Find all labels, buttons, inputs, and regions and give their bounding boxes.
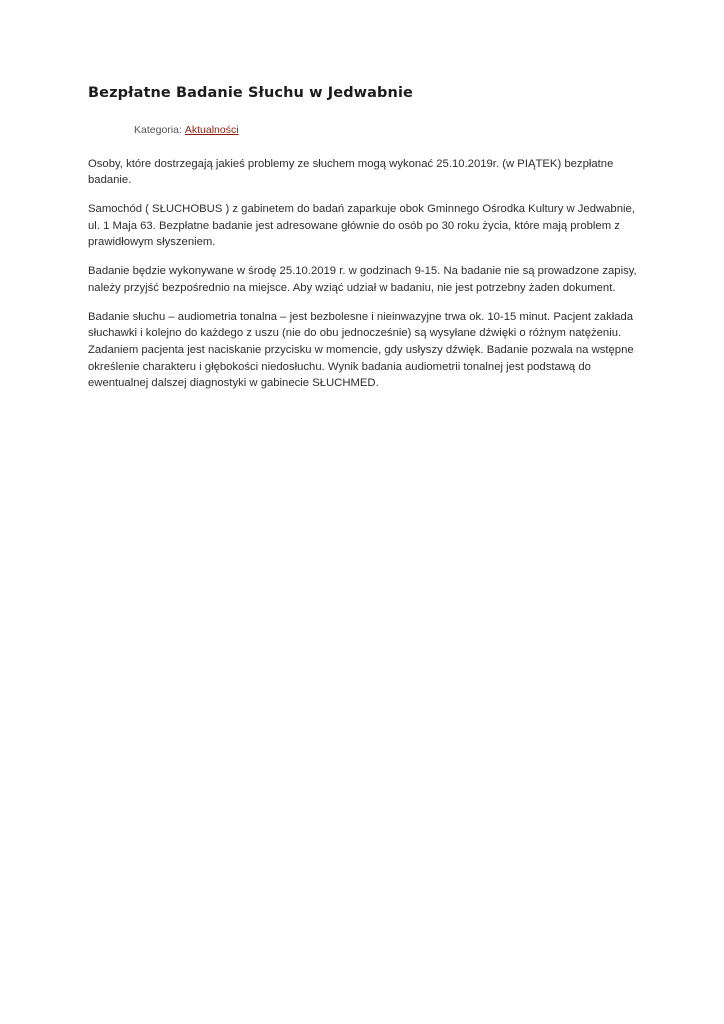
page-title: Bezpłatne Badanie Słuchu w Jedwabnie: [88, 85, 413, 101]
paragraph-2: Samochód ( SŁUCHOBUS ) z gabinetem do badań zaparkuje obok Gminnego Ośrodka Kultury w Jedwabnie, ul. 1 Maja 63. Bezpłatne badanie jest adresowane głównie do osób po 30 roku życia, które mają problem z prawidłowym słyszeniem.: [88, 202, 635, 249]
paragraph-3: Badanie będzie wykonywane w środę 25.10.2019 r. w godzinach 9-15. Na badanie nie są prowadzone zapisy, należy przyjść bezpośrednio na miejsce. Aby wziąć udział w badaniu, nie jest potrzebny żaden dokument.: [88, 265, 637, 294]
category-row: [88, 123, 648, 138]
document-content: [88, 84, 648, 392]
category-label: Kategoria:: [134, 123, 182, 136]
paragraph-1: Osoby, które dostrzegają jakieś problemy ze słuchem mogą wykonać 25.10.2019r. (w PIĄTEK) bezpłatne badanie.: [88, 157, 614, 187]
paragraph-4: Badanie słuchu – audiometria tonalna – jest bezbolesne i nieinwazyjne trwa ok. 10-15 minut. Pacjent zakłada słuchawki i kolejno do każdego z uszu (nie do obu jednocześnie) są wysyłane dźwięki o różnym natężeniu. Zadaniem pacjenta jest naciskanie przycisku w momencie, gdy usłyszy dźwięk. Badanie pozwala na wstępne określenie charakteru i głębokości niedosłuchu. Wynik badania audiometrii tonalnej jest podstawą do ewentualnej dalszej diagnostyki w gabinecie SŁUCHMED.: [88, 310, 634, 390]
category-link[interactable]: Aktualności: [184, 123, 239, 136]
